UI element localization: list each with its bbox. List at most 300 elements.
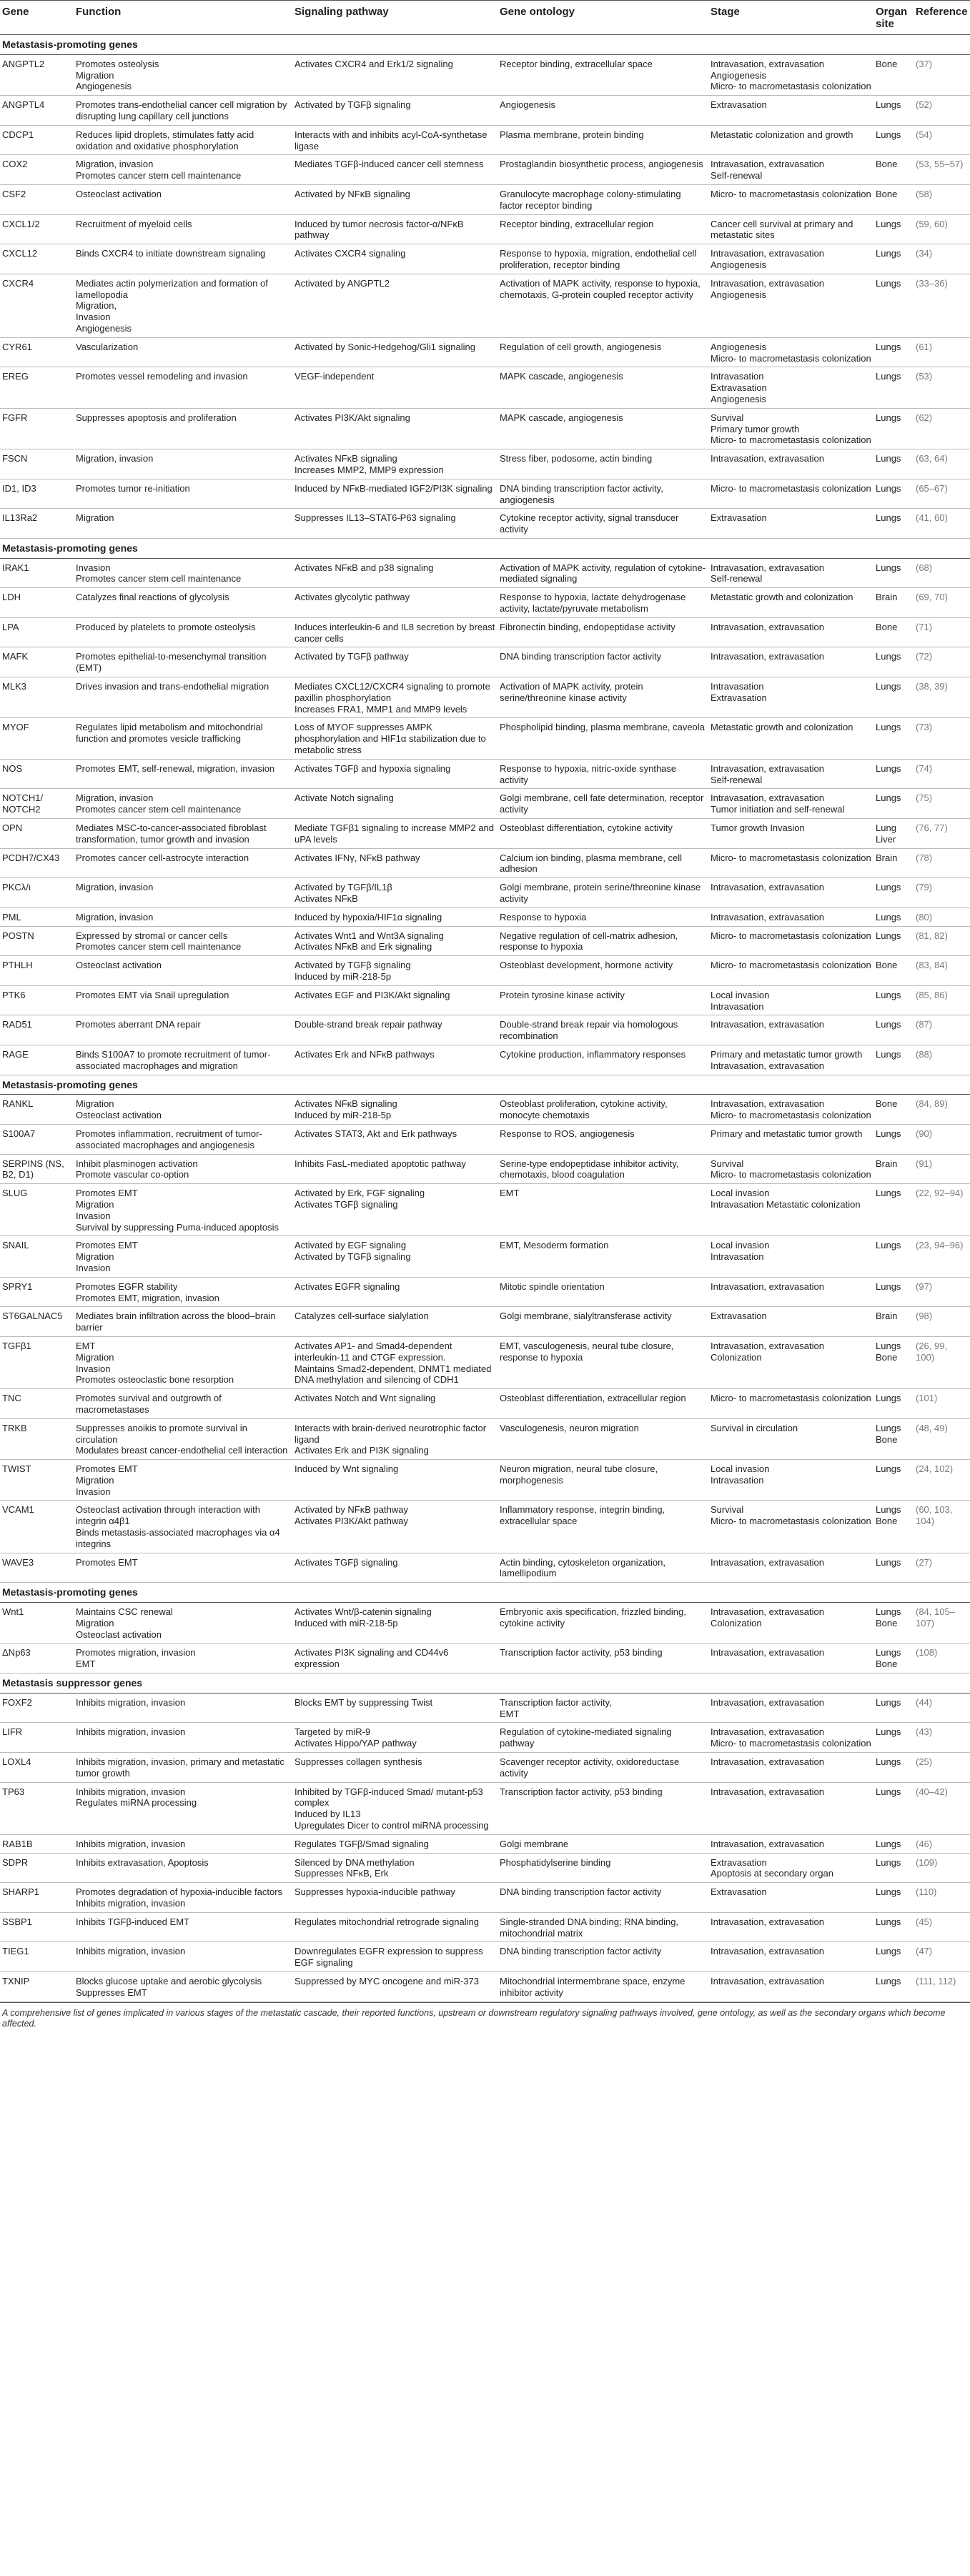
table-row	[0, 1723, 970, 1753]
organ-site-cell: Lungs	[874, 1045, 914, 1075]
gene-ontology-cell: Osteoblast differentiation, extracellular region	[498, 1389, 708, 1419]
function-cell: Inhibits migration, invasion Regulates miRNA processing	[74, 1782, 292, 1834]
reference-cell: (97)	[914, 1277, 970, 1307]
signaling-pathway-cell: Activates Wnt/β-catenin signaling Induced with miR-218-5p	[292, 1603, 498, 1643]
stage-cell: Extravasation	[708, 96, 874, 126]
function-cell: Inhibits migration, invasion	[74, 1693, 292, 1723]
organ-site-cell: Lungs	[874, 479, 914, 509]
stage-cell: Survival Micro- to macrometastasis colonization	[708, 1501, 874, 1553]
gene-ontology-cell: EMT, Mesoderm formation	[498, 1236, 708, 1277]
gene-cell: ANGPTL2	[0, 54, 74, 95]
signaling-pathway-cell: Interacts with brain-derived neurotrophic factor ligand Activates Erk and PI3K signaling	[292, 1418, 498, 1459]
stage-cell: Micro- to macrometastasis colonization	[708, 848, 874, 878]
gene-cell: CSF2	[0, 184, 74, 214]
organ-site-cell: Lungs Bone	[874, 1336, 914, 1388]
table-row	[0, 125, 970, 155]
gene-ontology-cell: Plasma membrane, protein binding	[498, 125, 708, 155]
organ-site-cell: Lungs Bone	[874, 1501, 914, 1553]
reference-cell: (81, 82)	[914, 926, 970, 956]
gene-ontology-cell: Golgi membrane	[498, 1834, 708, 1853]
signaling-pathway-cell: Mediates TGFβ-induced cancer cell stemness	[292, 155, 498, 185]
signaling-pathway-cell: Activates glycolytic pathway	[292, 588, 498, 618]
organ-site-cell: Lungs Bone	[874, 1603, 914, 1643]
stage-cell: Local invasion Intravasation Metastatic colonization	[708, 1184, 874, 1236]
function-cell: Promotes epithelial-to-mesenchymal transition (EMT)	[74, 647, 292, 677]
reference-cell: (72)	[914, 647, 970, 677]
function-cell: Migration, invasion Promotes cancer stem cell maintenance	[74, 789, 292, 819]
gene-ontology-cell: Activation of MAPK activity, response to hypoxia, chemotaxis, G-protein coupled receptor activity	[498, 274, 708, 337]
gene-cell: TGFβ1	[0, 1336, 74, 1388]
reference-cell: (63, 64)	[914, 449, 970, 479]
reference-cell: (78)	[914, 848, 970, 878]
signaling-pathway-cell: Catalyzes cell-surface sialylation	[292, 1307, 498, 1337]
stage-cell: Survival Primary tumor growth Micro- to macrometastasis colonization	[708, 408, 874, 449]
function-cell: Binds S100A7 to promote recruitment of tumor-associated macrophages and migration	[74, 1045, 292, 1075]
organ-site-cell: Lungs	[874, 367, 914, 408]
signaling-pathway-cell: Double-strand break repair pathway	[292, 1015, 498, 1045]
table-row	[0, 54, 970, 95]
organ-site-cell: Lungs	[874, 558, 914, 588]
gene-ontology-cell: Protein tyrosine kinase activity	[498, 985, 708, 1015]
function-cell: Inhibit plasminogen activation Promote vascular co-option	[74, 1154, 292, 1184]
reference-cell: (40–42)	[914, 1782, 970, 1834]
table-row	[0, 244, 970, 274]
gene-ontology-cell: DNA binding transcription factor activity	[498, 647, 708, 677]
reference-cell: (68)	[914, 558, 970, 588]
reference-cell: (23, 94–96)	[914, 1236, 970, 1277]
function-cell: Inhibits migration, invasion	[74, 1834, 292, 1853]
gene-ontology-cell: Activation of MAPK activity, regulation of cytokine-mediated signaling	[498, 558, 708, 588]
stage-cell: Intravasation, extravasation	[708, 1015, 874, 1045]
table-row	[0, 819, 970, 849]
stage-cell: Intravasation, extravasation Self-renewal	[708, 759, 874, 789]
function-cell: EMT Migration Invasion Promotes osteoclastic bone resorption	[74, 1336, 292, 1388]
stage-cell: Local invasion Intravasation	[708, 985, 874, 1015]
gene-cell: IL13Ra2	[0, 509, 74, 539]
gene-ontology-cell: MAPK cascade, angiogenesis	[498, 367, 708, 408]
reference-cell: (98)	[914, 1307, 970, 1337]
organ-site-cell: Brain	[874, 1154, 914, 1184]
gene-ontology-cell: EMT	[498, 1184, 708, 1236]
stage-cell: Intravasation, extravasation Colonization	[708, 1603, 874, 1643]
stage-cell: Intravasation, extravasation Micro- to macrometastasis colonization	[708, 1095, 874, 1125]
function-cell: Promotes inflammation, recruitment of tumor-associated macrophages and angiogenesis	[74, 1124, 292, 1154]
gene-cell: SNAIL	[0, 1236, 74, 1277]
organ-site-cell: Lungs	[874, 1971, 914, 2001]
gene-cell: LPA	[0, 617, 74, 647]
organ-site-cell: Lungs	[874, 244, 914, 274]
stage-cell: Intravasation, extravasation	[708, 1834, 874, 1853]
function-cell: Binds CXCR4 to initiate downstream signaling	[74, 244, 292, 274]
reference-cell: (52)	[914, 96, 970, 126]
reference-cell: (88)	[914, 1045, 970, 1075]
gene-ontology-cell: Response to hypoxia, migration, endothelial cell proliferation, receptor binding	[498, 244, 708, 274]
gene-cell: FOXF2	[0, 1693, 74, 1723]
gene-ontology-cell: Golgi membrane, cell fate determination, receptor activity	[498, 789, 708, 819]
function-cell: Promotes EMT	[74, 1553, 292, 1583]
table-row	[0, 1184, 970, 1236]
gene-cell: SDPR	[0, 1853, 74, 1883]
gene-ontology-cell: Transcription factor activity, p53 binding	[498, 1782, 708, 1834]
table-row	[0, 1643, 970, 1674]
header-stage: Stage	[708, 1, 874, 35]
signaling-pathway-cell: Activates EGFR signaling	[292, 1277, 498, 1307]
stage-cell: Intravasation, extravasation Colonization	[708, 1336, 874, 1388]
gene-ontology-cell: Mitochondrial intermembrane space, enzyme inhibitor activity	[498, 1971, 708, 2001]
table-row	[0, 759, 970, 789]
organ-site-cell: Lungs	[874, 449, 914, 479]
reference-cell: (108)	[914, 1643, 970, 1674]
header-signaling-pathway: Signaling pathway	[292, 1, 498, 35]
signaling-pathway-cell: Regulates TGFβ/Smad signaling	[292, 1834, 498, 1853]
stage-cell: Angiogenesis Micro- to macrometastasis colonization	[708, 337, 874, 367]
function-cell: Promotes osteolysis Migration Angiogenesis	[74, 54, 292, 95]
gene-ontology-cell: Serine-type endopeptidase inhibitor activity, chemotaxis, blood coagulation	[498, 1154, 708, 1184]
signaling-pathway-cell: Regulates mitochondrial retrograde signaling	[292, 1912, 498, 1942]
organ-site-cell: Lungs	[874, 718, 914, 759]
organ-site-cell: Lungs	[874, 926, 914, 956]
stage-cell: Survival in circulation	[708, 1418, 874, 1459]
section-label: Metastasis-promoting genes	[0, 1075, 970, 1095]
signaling-pathway-cell: Activates CXCR4 and Erk1/2 signaling	[292, 54, 498, 95]
function-cell: Promotes degradation of hypoxia-inducible factors Inhibits migration, invasion	[74, 1883, 292, 1913]
organ-site-cell: Lungs	[874, 1184, 914, 1236]
stage-cell: Local invasion Intravasation	[708, 1236, 874, 1277]
gene-cell: S100A7	[0, 1124, 74, 1154]
function-cell: Promotes EMT, self-renewal, migration, invasion	[74, 759, 292, 789]
organ-site-cell: Lungs	[874, 647, 914, 677]
gene-ontology-cell: Calcium ion binding, plasma membrane, cell adhesion	[498, 848, 708, 878]
table-row	[0, 1154, 970, 1184]
function-cell: Inhibits extravasation, Apoptosis	[74, 1853, 292, 1883]
table-row	[0, 647, 970, 677]
reference-cell: (26, 99, 100)	[914, 1336, 970, 1388]
organ-site-cell: Lungs	[874, 1723, 914, 1753]
gene-ontology-cell: Receptor binding, extracellular region	[498, 214, 708, 244]
stage-cell: Primary and metastatic tumor growth Intravasation, extravasation	[708, 1045, 874, 1075]
stage-cell: Intravasation Extravasation	[708, 677, 874, 718]
gene-ontology-cell: Golgi membrane, sialyltransferase activity	[498, 1307, 708, 1337]
function-cell: Migration Osteoclast activation	[74, 1095, 292, 1125]
gene-ontology-cell: Cytokine receptor activity, signal transducer activity	[498, 509, 708, 539]
function-cell: Mediates actin polymerization and formation of lamellopodia Migration, Invasion Angiogenesis	[74, 274, 292, 337]
organ-site-cell: Lungs	[874, 1553, 914, 1583]
function-cell: Promotes cancer cell-astrocyte interaction	[74, 848, 292, 878]
stage-cell: Micro- to macrometastasis colonization	[708, 184, 874, 214]
function-cell: Catalyzes final reactions of glycolysis	[74, 588, 292, 618]
stage-cell: Metastatic growth and colonization	[708, 588, 874, 618]
gene-ontology-cell: Double-strand break repair via homologous recombination	[498, 1015, 708, 1045]
reference-cell: (61)	[914, 337, 970, 367]
gene-cell: RANKL	[0, 1095, 74, 1125]
reference-cell: (25)	[914, 1753, 970, 1783]
organ-site-cell: Brain	[874, 1307, 914, 1337]
reference-cell: (75)	[914, 789, 970, 819]
stage-cell: Metastatic growth and colonization	[708, 718, 874, 759]
reference-cell: (47)	[914, 1942, 970, 1972]
gene-cell: SSBP1	[0, 1912, 74, 1942]
gene-ontology-cell: Stress fiber, podosome, actin binding	[498, 449, 708, 479]
function-cell: Regulates lipid metabolism and mitochondrial function and promotes vesicle trafficking	[74, 718, 292, 759]
gene-cell: WAVE3	[0, 1553, 74, 1583]
function-cell: Maintains CSC renewal Migration Osteoclast activation	[74, 1603, 292, 1643]
stage-cell: Intravasation, extravasation	[708, 878, 874, 908]
gene-cell: ΔNp63	[0, 1643, 74, 1674]
signaling-pathway-cell: Suppressed by MYC oncogene and miR-373	[292, 1971, 498, 2001]
table-row	[0, 1883, 970, 1913]
function-cell: Promotes EGFR stability Promotes EMT, migration, invasion	[74, 1277, 292, 1307]
gene-ontology-cell: Regulation of cytokine-mediated signaling pathway	[498, 1723, 708, 1753]
stage-cell: Tumor growth Invasion	[708, 819, 874, 849]
gene-ontology-cell: Granulocyte macrophage colony-stimulating factor receptor binding	[498, 184, 708, 214]
stage-cell: Intravasation, extravasation Angiogenesis	[708, 274, 874, 337]
function-cell: Promotes aberrant DNA repair	[74, 1015, 292, 1045]
function-cell: Inhibits TGFβ-induced EMT	[74, 1912, 292, 1942]
table-row	[0, 337, 970, 367]
organ-site-cell: Lungs	[874, 1124, 914, 1154]
gene-cell: TIEG1	[0, 1942, 74, 1972]
section-label: Metastasis-promoting genes	[0, 35, 970, 55]
gene-ontology-cell: Response to hypoxia, nitric-oxide synthase activity	[498, 759, 708, 789]
reference-cell: (73)	[914, 718, 970, 759]
stage-cell: Intravasation, extravasation Tumor initiation and self-renewal	[708, 789, 874, 819]
reference-cell: (90)	[914, 1124, 970, 1154]
gene-cell: PCDH7/CX43	[0, 848, 74, 878]
table-row	[0, 214, 970, 244]
gene-cell: CXCL12	[0, 244, 74, 274]
stage-cell: Intravasation, extravasation	[708, 1753, 874, 1783]
table-row	[0, 1912, 970, 1942]
function-cell: Migration	[74, 509, 292, 539]
gene-cell: VCAM1	[0, 1501, 74, 1553]
reference-cell: (38, 39)	[914, 677, 970, 718]
table-row	[0, 1834, 970, 1853]
header-reference: Reference	[914, 1, 970, 35]
signaling-pathway-cell: Activates NFκB and p38 signaling	[292, 558, 498, 588]
organ-site-cell: Lungs	[874, 1015, 914, 1045]
gene-ontology-cell: Phosphatidylserine binding	[498, 1853, 708, 1883]
gene-ontology-cell: Response to ROS, angiogenesis	[498, 1124, 708, 1154]
header-organ-site: Organ site	[874, 1, 914, 35]
gene-cell: ST6GALNAC5	[0, 1307, 74, 1337]
function-cell: Inhibits migration, invasion, primary and metastatic tumor growth	[74, 1753, 292, 1783]
signaling-pathway-cell: Activated by Sonic-Hedgehog/Gli1 signaling	[292, 337, 498, 367]
section-header-row	[0, 1674, 970, 1694]
signaling-pathway-cell: Activates STAT3, Akt and Erk pathways	[292, 1124, 498, 1154]
signaling-pathway-cell: Activates EGF and PI3K/Akt signaling	[292, 985, 498, 1015]
signaling-pathway-cell: Suppresses IL13–STAT6-P63 signaling	[292, 509, 498, 539]
reference-cell: (84, 89)	[914, 1095, 970, 1125]
table-row	[0, 1418, 970, 1459]
signaling-pathway-cell: Activated by TGFβ signaling Induced by miR-218-5p	[292, 956, 498, 986]
table-row	[0, 509, 970, 539]
function-cell: Promotes trans-endothelial cancer cell migration by disrupting lung capillary cell junctions	[74, 96, 292, 126]
gene-cell: NOS	[0, 759, 74, 789]
stage-cell: Metastatic colonization and growth	[708, 125, 874, 155]
section-label: Metastasis-promoting genes	[0, 1583, 970, 1603]
organ-site-cell: Bone	[874, 617, 914, 647]
signaling-pathway-cell: Targeted by miR-9 Activates Hippo/YAP pathway	[292, 1723, 498, 1753]
organ-site-cell: Brain	[874, 848, 914, 878]
reference-cell: (41, 60)	[914, 509, 970, 539]
signaling-pathway-cell: Induced by Wnt signaling	[292, 1460, 498, 1501]
table-row	[0, 558, 970, 588]
stage-cell: Micro- to macrometastasis colonization	[708, 956, 874, 986]
reference-cell: (85, 86)	[914, 985, 970, 1015]
function-cell: Promotes EMT via Snail upregulation	[74, 985, 292, 1015]
signaling-pathway-cell: Mediate TGFβ1 signaling to increase MMP2 and uPA levels	[292, 819, 498, 849]
stage-cell: Intravasation, extravasation	[708, 1971, 874, 2001]
stage-cell: Local invasion Intravasation	[708, 1460, 874, 1501]
signaling-pathway-cell: Activates NFκB signaling Induced by miR-218-5p	[292, 1095, 498, 1125]
stage-cell: Micro- to macrometastasis colonization	[708, 479, 874, 509]
gene-ontology-cell: Response to hypoxia, lactate dehydrogenase activity, lactate/pyruvate metabolism	[498, 588, 708, 618]
gene-ontology-cell: Neuron migration, neural tube closure, morphogenesis	[498, 1460, 708, 1501]
table-row	[0, 1553, 970, 1583]
table-row	[0, 1124, 970, 1154]
gene-cell: NOTCH1/ NOTCH2	[0, 789, 74, 819]
reference-cell: (48, 49)	[914, 1418, 970, 1459]
reference-cell: (84, 105–107)	[914, 1603, 970, 1643]
gene-cell: ANGPTL4	[0, 96, 74, 126]
gene-cell: OPN	[0, 819, 74, 849]
table-row	[0, 1942, 970, 1972]
gene-cell: RAGE	[0, 1045, 74, 1075]
function-cell: Inhibits migration, invasion	[74, 1942, 292, 1972]
table-row	[0, 408, 970, 449]
function-cell: Produced by platelets to promote osteolysis	[74, 617, 292, 647]
gene-ontology-cell: Fibronectin binding, endopeptidase activity	[498, 617, 708, 647]
signaling-pathway-cell: Loss of MYOF suppresses AMPK phosphorylation and HIF1α stabilization due to metabolic stress	[292, 718, 498, 759]
gene-ontology-cell: Inflammatory response, integrin binding, extracellular space	[498, 1501, 708, 1553]
reference-cell: (60, 103, 104)	[914, 1501, 970, 1553]
table-row	[0, 449, 970, 479]
gene-cell: CDCP1	[0, 125, 74, 155]
organ-site-cell: Brain	[874, 588, 914, 618]
function-cell: Osteoclast activation through interaction with integrin α4β1 Binds metastasis-associated macrophages via α4 integrins	[74, 1501, 292, 1553]
organ-site-cell: Lungs	[874, 1834, 914, 1853]
signaling-pathway-cell: Activates Wnt1 and Wnt3A signaling Activates NFκB and Erk signaling	[292, 926, 498, 956]
stage-cell: Intravasation, extravasation	[708, 1277, 874, 1307]
gene-ontology-cell: Scavenger receptor activity, oxidoreductase activity	[498, 1753, 708, 1783]
function-cell: Vascularization	[74, 337, 292, 367]
function-cell: Osteoclast activation	[74, 956, 292, 986]
reference-cell: (59, 60)	[914, 214, 970, 244]
table-row	[0, 848, 970, 878]
table-row	[0, 1389, 970, 1419]
stage-cell: Intravasation, extravasation Angiogenesis	[708, 244, 874, 274]
function-cell: Reduces lipid droplets, stimulates fatty acid oxidation and oxidative phosphorylation	[74, 125, 292, 155]
table-row	[0, 1015, 970, 1045]
table-row	[0, 1753, 970, 1783]
reference-cell: (37)	[914, 54, 970, 95]
signaling-pathway-cell: Activated by NFκB pathway Activates PI3K/Akt pathway	[292, 1501, 498, 1553]
signaling-pathway-cell: Activates IFNγ, NFκB pathway	[292, 848, 498, 878]
gene-ontology-cell: Activation of MAPK activity, protein serine/threonine kinase activity	[498, 677, 708, 718]
organ-site-cell: Lungs	[874, 1883, 914, 1913]
organ-site-cell: Lungs	[874, 509, 914, 539]
signaling-pathway-cell: Induces interleukin-6 and IL8 secretion by breast cancer cells	[292, 617, 498, 647]
function-cell: Drives invasion and trans-endothelial migration	[74, 677, 292, 718]
reference-cell: (111, 112)	[914, 1971, 970, 2001]
function-cell: Blocks glucose uptake and aerobic glycolysis Suppresses EMT	[74, 1971, 292, 2001]
gene-cell: Wnt1	[0, 1603, 74, 1643]
gene-cell: PML	[0, 907, 74, 926]
gene-cell: POSTN	[0, 926, 74, 956]
function-cell: Promotes EMT Migration Invasion	[74, 1236, 292, 1277]
reference-cell: (22, 92–94)	[914, 1184, 970, 1236]
reference-cell: (43)	[914, 1723, 970, 1753]
stage-cell: Intravasation, extravasation	[708, 1693, 874, 1723]
gene-cell: ID1, ID3	[0, 479, 74, 509]
table-row	[0, 1307, 970, 1337]
function-cell: Osteoclast activation	[74, 184, 292, 214]
gene-ontology-cell: Embryonic axis specification, frizzled binding, cytokine activity	[498, 1603, 708, 1643]
table-row	[0, 617, 970, 647]
signaling-pathway-cell: Inhibits FasL-mediated apoptotic pathway	[292, 1154, 498, 1184]
reference-cell: (110)	[914, 1883, 970, 1913]
gene-cell: CXCR4	[0, 274, 74, 337]
gene-ontology-cell: Regulation of cell growth, angiogenesis	[498, 337, 708, 367]
organ-site-cell: Lungs	[874, 1460, 914, 1501]
signaling-pathway-cell: Activated by NFκB signaling	[292, 184, 498, 214]
function-cell: Promotes tumor re-initiation	[74, 479, 292, 509]
gene-cell: TWIST	[0, 1460, 74, 1501]
reference-cell: (109)	[914, 1853, 970, 1883]
table-row	[0, 184, 970, 214]
stage-cell: Intravasation, extravasation	[708, 1782, 874, 1834]
organ-site-cell: Lungs	[874, 907, 914, 926]
organ-site-cell: Lungs	[874, 1277, 914, 1307]
organ-site-cell: Lungs	[874, 1782, 914, 1834]
reference-cell: (71)	[914, 617, 970, 647]
organ-site-cell: Bone	[874, 184, 914, 214]
reference-cell: (58)	[914, 184, 970, 214]
reference-cell: (91)	[914, 1154, 970, 1184]
table-row	[0, 1693, 970, 1723]
signaling-pathway-cell: Interacts with and inhibits acyl-CoA-synthetase ligase	[292, 125, 498, 155]
reference-cell: (69, 70)	[914, 588, 970, 618]
section-header-row	[0, 1583, 970, 1603]
table-row	[0, 96, 970, 126]
gene-ontology-cell: DNA binding transcription factor activity	[498, 1942, 708, 1972]
gene-cell: MLK3	[0, 677, 74, 718]
gene-cell: PTHLH	[0, 956, 74, 986]
organ-site-cell: Lungs	[874, 1853, 914, 1883]
gene-cell: MAFK	[0, 647, 74, 677]
gene-ontology-cell: Prostaglandin biosynthetic process, angiogenesis	[498, 155, 708, 185]
stage-cell: Survival Micro- to macrometastasis colonization	[708, 1154, 874, 1184]
section-label: Metastasis suppressor genes	[0, 1674, 970, 1694]
gene-ontology-cell: Single-stranded DNA binding; RNA binding, mitochondrial matrix	[498, 1912, 708, 1942]
gene-ontology-cell: Transcription factor activity, EMT	[498, 1693, 708, 1723]
gene-cell: TP63	[0, 1782, 74, 1834]
function-cell: Invasion Promotes cancer stem cell maintenance	[74, 558, 292, 588]
function-cell: Promotes vessel remodeling and invasion	[74, 367, 292, 408]
section-label: Metastasis-promoting genes	[0, 538, 970, 558]
organ-site-cell: Lungs	[874, 408, 914, 449]
table-row	[0, 1336, 970, 1388]
stage-cell: Intravasation, extravasation	[708, 907, 874, 926]
gene-ontology-cell: Osteoblast proliferation, cytokine activity, monocyte chemotaxis	[498, 1095, 708, 1125]
gene-cell: FGFR	[0, 408, 74, 449]
stage-cell: Extravasation	[708, 509, 874, 539]
gene-ontology-cell: Phospholipid binding, plasma membrane, caveola	[498, 718, 708, 759]
gene-ontology-cell: Angiogenesis	[498, 96, 708, 126]
stage-cell: Intravasation, extravasation	[708, 1643, 874, 1674]
table-row	[0, 1853, 970, 1883]
header-gene: Gene	[0, 1, 74, 35]
